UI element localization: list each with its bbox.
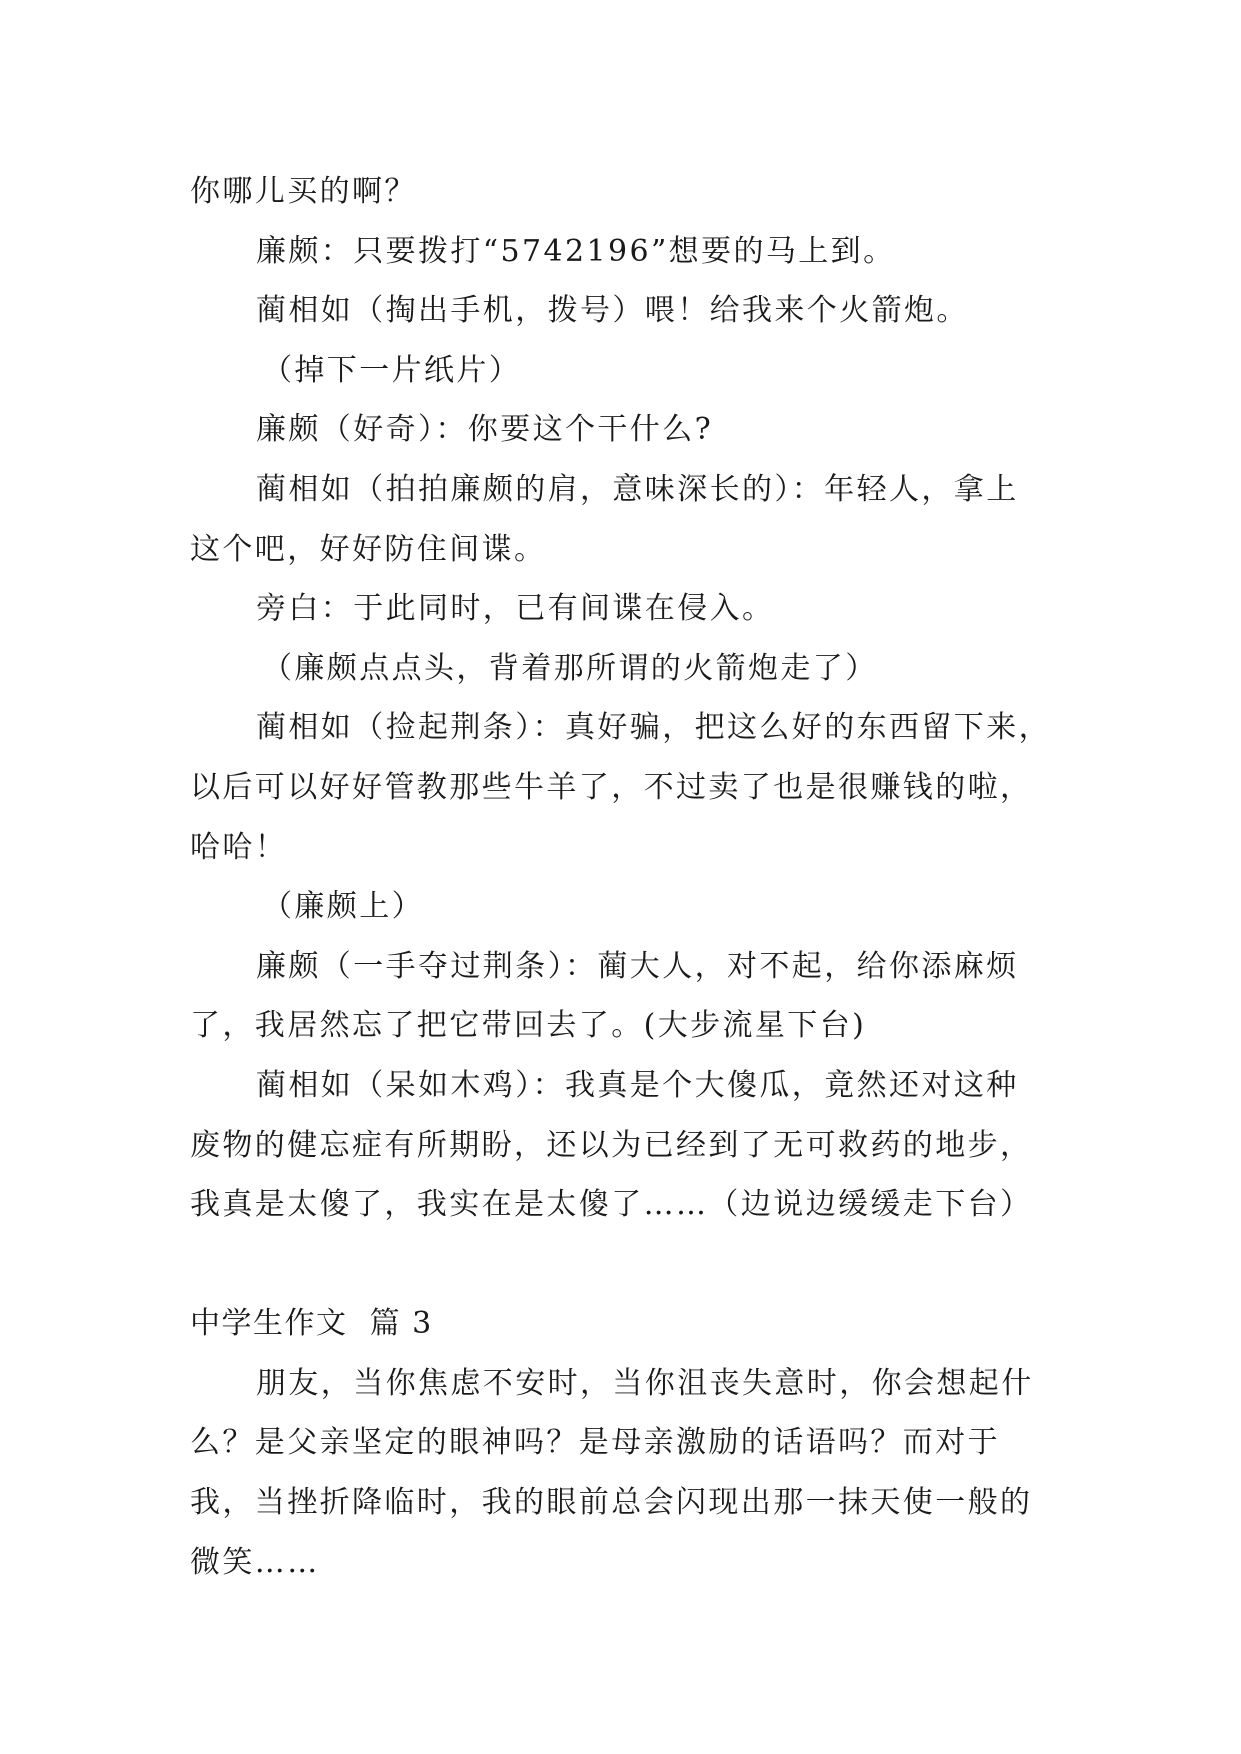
stage-direction: （廉颇点点头，背着那所谓的火箭炮走了） [262, 650, 878, 686]
paragraph-line: 这个吧，好好防住间谍。 [190, 531, 547, 567]
paragraph-line: 蔺相如（拍拍廉颇的肩，意味深长的）：年轻人，拿上 [256, 471, 1019, 507]
paragraph-line: 旁白：于此同时，已有间谍在侵入。 [256, 591, 775, 627]
paragraph-line: 么？是父亲坚定的眼神吗？是母亲激励的话语吗？而对于 [190, 1425, 1000, 1461]
paragraph-line: 哈哈！ [190, 829, 288, 865]
paragraph-line: 朋友，当你焦虑不安时，当你沮丧失意时，你会想起什 [256, 1365, 1034, 1401]
section-spacer [190, 1235, 1080, 1295]
paragraph-line: 廉颇：只要拨打“5742196”想要的马上到。 [256, 233, 896, 269]
paragraph-line: 蔺相如（掏出手机，拨号）喂！给我来个火箭炮。 [256, 293, 969, 329]
paragraph-line: 廉颇（好奇）：你要这个干什么? [256, 412, 714, 448]
paragraph-line: 微笑…… [190, 1544, 320, 1580]
paragraph-line: 你哪儿买的啊？ [190, 174, 417, 209]
paragraph-line: 以后可以好好管教那些牛羊了，不过卖了也是很赚钱的啦， [190, 769, 1033, 805]
document-body [190, 162, 1080, 1592]
paragraph-line: 蔺相如（捡起荆条）：真好骗，把这么好的东西留下来， [256, 710, 1051, 746]
paragraph-line: 了，我居然忘了把它带回去了。(大步流星下台) [190, 1008, 867, 1044]
paragraph-line: 我，当挫折降临时，我的眼前总会闪现出那一抹天使一般的 [190, 1485, 1033, 1521]
stage-direction: （廉颇上） [262, 889, 424, 925]
stage-direction: （掉下一片纸片） [262, 352, 522, 388]
paragraph-line: 廉颇（一手夺过荆条）：蔺大人，对不起，给你添麻烦 [256, 948, 1019, 984]
paragraph-line: 蔺相如（呆如木鸡）：我真是个大傻瓜，竟然还对这种 [256, 1067, 1019, 1103]
paragraph-line: 废物的健忘症有所期盼，还以为已经到了无可救药的地步， [190, 1127, 1033, 1163]
paragraph-line: 我真是太傻了，我实在是太傻了……（边说边缓缓走下台） [190, 1187, 1033, 1223]
section-heading: 中学生作文 篇 3 [190, 1306, 433, 1342]
